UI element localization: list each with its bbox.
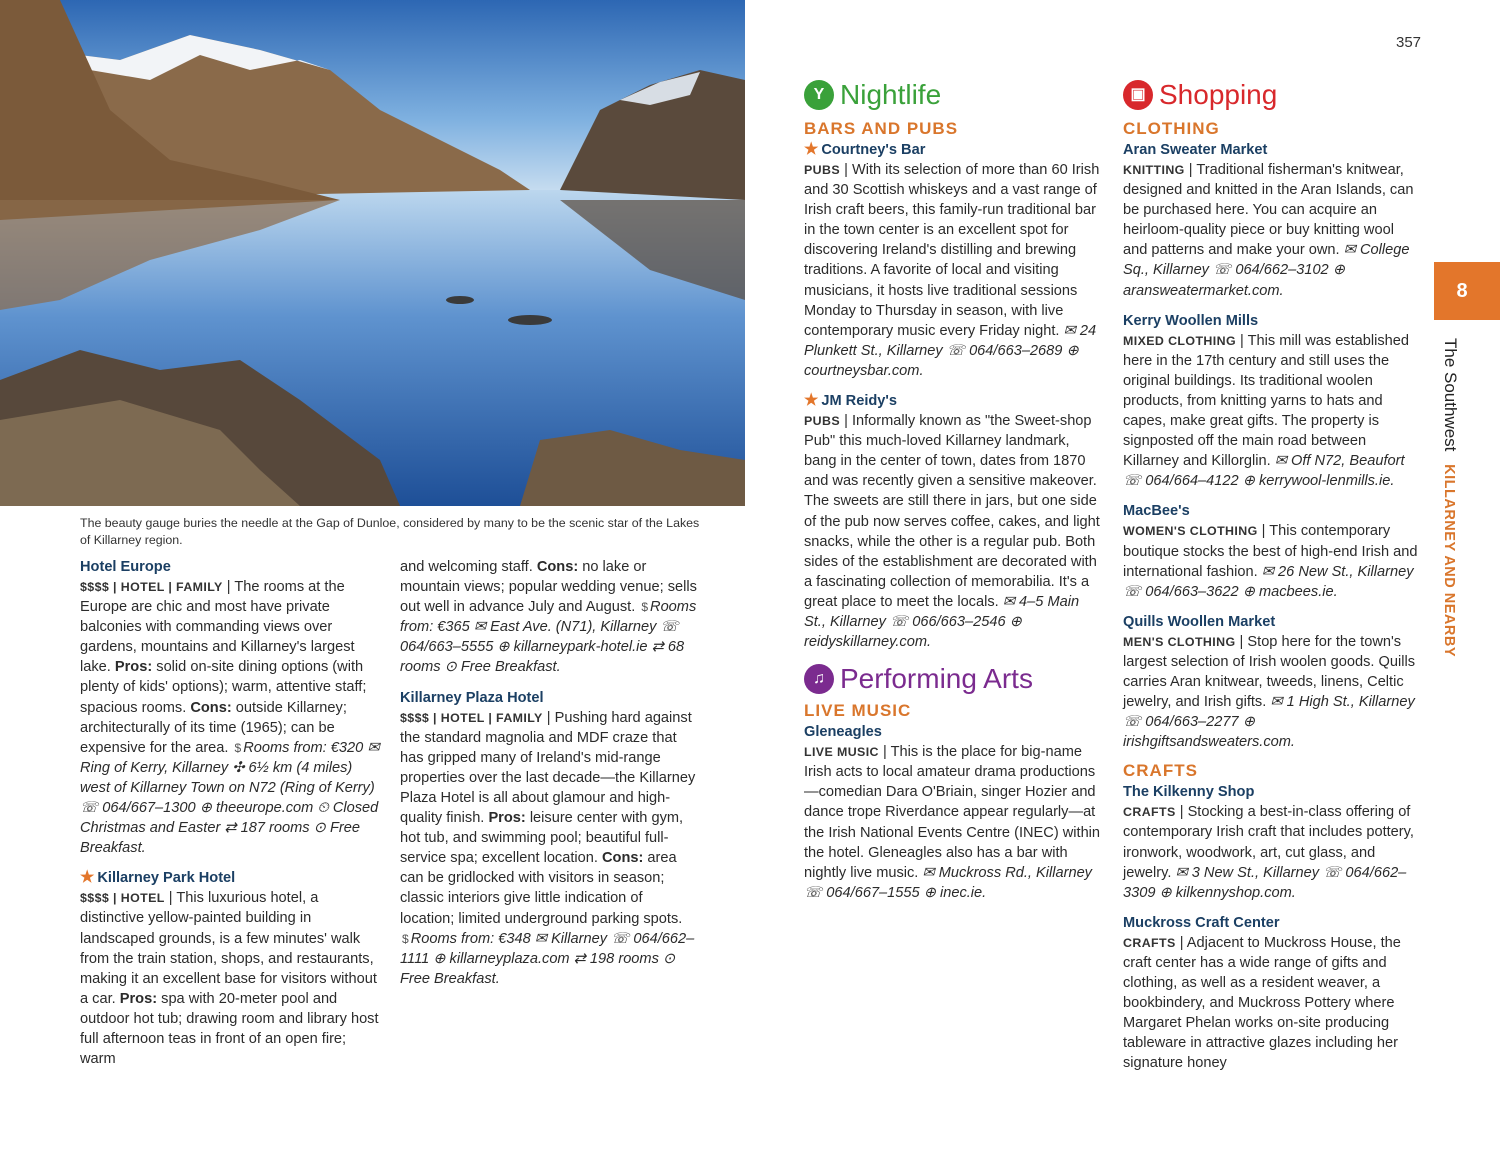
listing-title: Killarney Plaza Hotel — [400, 689, 544, 706]
listing-courtneys: ★ Courtney's Bar PUBS | With its selection of more than 60 Irish and 30 Scottish whiskeys and a vast range of Irish craft beers, this family-run traditional bar in the town center is an excellent spot for discovering Ireland's distilling and brewing traditions. A favorite of local and visiting musicians, it hosts live traditional sessions Monday to Thursday in season, with live contemporary music every Friday night. ✉ 24 Plunkett St., Killarney ☏ 064/663–2689 ⊕ courtneysbar.com. — [804, 141, 1100, 379]
price-icon: $ — [402, 931, 409, 946]
landscape-photo — [0, 0, 745, 506]
listing-tags: $$$$ | HOTEL — [80, 891, 165, 906]
cons-text: outside Killarney; architecturally of its time (1965); can be expensive for the area. — [80, 699, 347, 756]
listing-tags: KNITTING — [1123, 163, 1185, 177]
column-1 — [80, 557, 380, 1069]
region-label: The Southwest — [1441, 338, 1460, 452]
listing-description: Stocking a best-in-class offering of contemporary Irish craft that includes pottery, ironwork, woodwork, art, cut glass, and jewelry. — [1123, 804, 1414, 881]
chapter-tab — [1434, 262, 1500, 320]
listing-title: Aran Sweater Market — [1123, 142, 1268, 158]
listing-description: This contemporary boutique stocks the best of high-end Irish and international fashion. — [1123, 523, 1418, 580]
listing-aran: Aran Sweater Market KNITTING | Traditional fisherman's knitwear, designed and knitted in the Aran Islands, can be purchased here. You can acquire an heirloom-quality piece or buy knitting wool and patterns and make your own. ✉ College Sq., Killarney ☏ 064/662–3102 ⊕ aransweatermarket.com. — [1123, 140, 1421, 301]
star-icon: ★ — [80, 869, 95, 887]
listing-info: ✉ 3 New St., Killarney ☏ 064/662–3309 ⊕ kilkennyshop.com. — [1123, 864, 1407, 901]
listing-info: ✉ 26 New St., Killarney ☏ 064/663–3622 ⊕ macbees.ie. — [1123, 563, 1414, 600]
listing-info: Rooms from: €320 ✉ Ring of Kerry, Killarney ✣ 6½ km (4 miles) west of Killarney Town on N72 (Ring of Kerry) ☏ 064/667–1300 ⊕ theeurope.com ⏲ Closed Christmas and Easter ⇄ 187 rooms ⊙ Free Breakfast. — [80, 739, 380, 857]
listing-title: MacBee's — [1123, 503, 1190, 520]
listing-kerry-woollen: Kerry Woollen Mills MIXED CLOTHING | This mill was established here in the 17th century and still uses the original buildings. Its traditional woolen products, from knitting yarns to hats and capes, make great gifts. The property is signposted off the main road between Killarney and Killorglin. ✉ Off N72, Beaufort ☏ 064/664–4122 ⊕ kerrywool-lenmills.ie. — [1123, 311, 1421, 492]
listing-title: Hotel Europe — [80, 559, 171, 575]
listing-info: Rooms from: €365 ✉ East Ave. (N71), Killarney ☏ 064/663–5555 ⊕ killarneypark-hotel.ie ⇄ 68 rooms ⊙ Free Breakfast. — [400, 599, 697, 676]
cocktail-icon: Y — [804, 80, 834, 110]
heading-text: Nightlife — [840, 78, 942, 110]
listing-info: ✉ College Sq., Killarney ☏ 064/662–3102 ⊕ aransweatermarket.com. — [1123, 242, 1410, 299]
listing-title: Kerry Woollen Mills — [1123, 312, 1259, 329]
listing-macbees: MacBee's WOMEN'S CLOTHING | This contemporary boutique stocks the best of high-end Irish and international fashion. ✉ 26 New St., Killarney ☏ 064/663–3622 ⊕ macbees.ie. — [1123, 501, 1421, 601]
listing-gleneagles: Gleneagles LIVE MUSIC | This is the place for big-name Irish acts to local amateur drama productions—comedian Dara O'Briain, singer Hozier and dance trope Riverdance appear regularly—at the Irish National Events Centre (INEC) within the hotel. Gleneagles also has a bar with nightly live music. ✉ Muckross Rd., Killarney ☏ 064/667–1555 ⊕ inec.ie. — [804, 724, 1101, 901]
column-2 — [400, 557, 700, 989]
listing-jm-reidys: ★ JM Reidy's PUBS | Informally known as "the Sweet-shop Pub" this much-loved Killarney landmark, bang in the center of town, dates from 1870 and was recently given a sensitive makeover. The sweets are still there in jars, but one side of the pub now serves coffee, cakes, and light snacks, while the other is a regular pub. Both sides of the establishment are decorated with a fascinating collection of memorabilia. It's a great place to meet the locals. ✉ 4–5 Main St., Killarney ☏ 066/663–2546 ⊕ reidyskillarney.com. — [804, 392, 1100, 651]
continued-text: and welcoming staff. — [400, 559, 533, 575]
category-bars-and-pubs: BARS AND PUBS — [804, 119, 959, 138]
listing-tags: LIVE MUSIC — [804, 745, 879, 760]
listing-description: This mill was established here in the 17th century and still uses the original buildings. Its traditional woolen products, from knitting yarns to hats and capes, make great gifts. The property is signposted off the main road between Killarney and Killorglin. — [1123, 332, 1410, 470]
listing-description: The rooms at the Europe are chic and most have private balconies with commanding views over gardens, mountains and Killarney's largest lake. — [80, 579, 355, 676]
listing-tags: $$$$ | HOTEL | FAMILY — [400, 710, 543, 725]
page-number: 357 — [1396, 34, 1422, 51]
price-icon: $ — [234, 740, 242, 755]
pros-text: solid on-site dining options (with plenty of kids' options); warm, attentive staff; spacious rooms. — [80, 659, 367, 716]
cons-text: area can be gridlocked with visitors in season; classic interiors give little indication of location; limited underground parking spots. — [400, 850, 683, 927]
cons-label: Cons: — [190, 699, 232, 716]
listing-info: Rooms from: €348 ✉ Killarney ☏ 064/662–1111 ⊕ killarneyplaza.com ⇄ 198 rooms ⊙ Free Breakfast. — [400, 930, 695, 987]
chapter-number: 8 — [1456, 279, 1468, 302]
pros-label: Pros: — [488, 810, 526, 827]
listing-hotel-europe: Hotel Europe $$$$ | HOTEL | FAMILY | The rooms at the Europe are chic and most have private balconies with commanding views over gardens, mountains and Killarney's largest lake. Pros: solid on-site dining options (with plenty of kids' options); warm, attentive staff; spacious rooms. Cons: outside Killarney; architecturally of its time (1965); can be expensive for the area. $ Rooms from: €320 ✉ Ring of Kerry, Killarney ✣ 6½ km (4 miles) west of Killarney Town on N72 (Ring of Kerry) ☏ 064/667–1300 ⊕ theeurope.com ⏲ Closed Christmas and Easter ⇄ 187 rooms ⊙ Free Breakfast. — [80, 559, 380, 857]
listing-quills: Quills Woollen Market MEN'S CLOTHING | Stop here for the town's largest selection of Irish woolen goods. Quills carries Aran knitwear, tweeds, linens, Celtic jewelry, and Irish gifts. ✉ 1 High St., Killarney ☏ 064/663–2277 ⊕ irishgiftsandsweaters.com. — [1123, 612, 1421, 753]
star-icon: ★ — [804, 141, 819, 158]
section-label: KILLARNEY AND NEARBY — [1441, 464, 1457, 658]
performing-arts-heading — [804, 664, 1102, 694]
listing-info: ✉ Off N72, Beaufort ☏ 064/664–4122 ⊕ kerrywool-lenmills.ie. — [1123, 453, 1405, 490]
listing-description: Informally known as "the Sweet-shop Pub" this much-loved Killarney landmark, bang in the center of town, dates from 1870 and was recently given a sensitive makeover. The sweets are still there in jars, but one side of the pub now serves coffee, cakes, and light snacks, while the other is a regular pub. Both sides of the establishment are decorated with a fascinating collection of memorabilia. It's a great place to meet the locals. — [804, 413, 1100, 610]
listing-description: Traditional fisherman's knitwear, designed and knitted in the Aran Islands, can be purchased here. You can acquire an heirloom-quality piece or buy knitting wool and patterns and make your own. — [1123, 162, 1414, 259]
listing-description: This is the place for big-name Irish acts to local amateur drama productions—comedian Dara O'Briain, singer Hozier and dance trope Riverdance appear regularly—at the Irish National Events Centre (INEC) within the hotel. Gleneagles also has a bar with nightly live music. — [804, 744, 1101, 881]
ticket-icon: ♫ — [804, 664, 834, 694]
pros-label: Pros: — [114, 659, 153, 676]
column-3 — [804, 80, 1102, 903]
shopping-heading — [1123, 80, 1421, 110]
listing-description: Stop here for the town's largest selection of Irish woolen goods. Quills carries Aran knitwear, tweeds, linens, Celtic jewelry, and Irish gifts. — [1123, 633, 1416, 711]
listing-description: Pushing hard against the standard magnolia and MDF craze that has gripped many of Ireland's mid-range properties over the last decade—the Killarney Plaza Hotel is all about glamour and high-quality finish. — [400, 709, 696, 827]
lake-mountain-illustration — [0, 0, 745, 506]
heading-text: Performing Arts — [840, 663, 1033, 695]
listing-kilkenny: The Kilkenny Shop CRAFTS | Stocking a best-in-class offering of contemporary Irish craft that includes pottery, ironwork, woodwork, art, cut glass, and jewelry. ✉ 3 New St., Killarney ☏ 064/662–3309 ⊕ kilkennyshop.com. — [1123, 782, 1421, 902]
heading-text: Shopping — [1159, 78, 1278, 110]
listing-tags: MIXED CLOTHING — [1123, 333, 1236, 348]
listing-info: ✉ Muckross Rd., Killarney ☏ 064/667–1555 ⊕ inec.ie. — [804, 864, 1092, 901]
listing-info: ✉ 4–5 Main St., Killarney ☏ 066/663–2546 ⊕ reidyskillarney.com. — [804, 593, 1080, 651]
category-live-music: LIVE MUSIC — [804, 701, 912, 721]
nightlife-heading — [804, 80, 1102, 110]
listing-tags: PUBS — [804, 163, 841, 177]
listing-killarney-plaza: Killarney Plaza Hotel $$$$ | HOTEL | FAMILY | Pushing hard against the standard magnolia and MDF craze that has gripped many of Ireland's mid-range properties over the last decade—the Killarney Plaza Hotel is all about glamour and high-quality finish. Pros: leisure center with gym, hot tub, and swimming pool; beautiful full-service spa; excellent location. Cons: area can be gridlocked with visitors in season; classic interiors give little indication of location; limited underground parking spots. $ Rooms from: €348 ✉ Killarney ☏ 064/662–1111 ⊕ killarneyplaza.com ⇄ 198 rooms ⊙ Free Breakfast. — [400, 688, 700, 989]
listing-title: JM Reidy's — [821, 393, 897, 410]
listing-tags: MEN'S CLOTHING — [1123, 634, 1236, 649]
photo-caption: The beauty gauge buries the needle at the Gap of Dunloe, considered by many to be the scenic star of the Lakes of Killarney region. — [80, 516, 700, 547]
cons-text: no lake or mountain views; popular wedding venue; sells out well in advance July and August. — [400, 559, 697, 616]
pros-text: leisure center with gym, hot tub, and swimming pool; beautiful full-service spa; excellent location. — [400, 810, 684, 867]
price-icon: $ — [641, 600, 649, 615]
cons-label: Cons: — [602, 850, 644, 867]
pros-label: Pros: — [119, 990, 158, 1007]
shopping-bag-icon: ▣ — [1123, 80, 1153, 110]
cons-label: Cons: — [536, 559, 579, 575]
listing-description: This luxurious hotel, a distinctive yellow-painted building in landscaped grounds, is a few minutes' walk from the train station, shops, and restaurants, making it an excellent base for visitors without a car. — [80, 890, 377, 1007]
listing-tags: $$$$ | HOTEL | FAMILY — [80, 580, 223, 594]
star-icon: ★ — [804, 392, 819, 410]
listing-info: ✉ 1 High St., Killarney ☏ 064/663–2277 ⊕ irishgiftsandsweaters.com. — [1123, 694, 1415, 751]
listing-killarney-park: ★ Killarney Park Hotel $$$$ | HOTEL | This luxurious hotel, a distinctive yellow-painted building in landscaped grounds, is a few minutes' walk from the train station, shops, and restaurants, making it an excellent base for visitors without a car. Pros: spa with 20-meter pool and outdoor hot tub; drawing room and library host full afternoon teas in front of an open fire; warm — [80, 869, 379, 1068]
listing-description: With its selection of more than 60 Irish and 30 Scottish whiskeys and a vast range of Irish craft beers, this family-run traditional bar in the town center is an excellent spot for discovering Ireland's distilling and brewing traditions. A favorite of local and visiting musicians, it hosts live traditional sessions Monday to Thursday in season, with live contemporary music every Friday night. — [804, 162, 1100, 339]
category-clothing: CLOTHING — [1123, 119, 1220, 138]
pros-text: spa with 20-meter pool and outdoor hot tub; drawing room and library host full afternoon teas in front of an open fire; warm — [80, 990, 379, 1068]
category-crafts: CRAFTS — [1123, 761, 1198, 781]
listing-tags: WOMEN'S CLOTHING — [1123, 524, 1258, 539]
listing-tags: PUBS — [804, 414, 841, 429]
listing-title: Muckross Craft Center — [1123, 914, 1280, 931]
listing-tags: CRAFTS — [1123, 805, 1176, 820]
listing-muckross: Muckross Craft Center CRAFTS | Adjacent to Muckross House, the craft center has a wide range of gifts and clothing, as well as a resident weaver, a bookbindery, and Muckross Pottery where Margaret Phelan works on-site producing tableware in attractive glazes including her signature honey — [1123, 913, 1421, 1074]
listing-tags: CRAFTS — [1123, 935, 1176, 950]
running-head — [1436, 338, 1464, 658]
listing-title: Gleneagles — [804, 724, 882, 741]
listing-description: Adjacent to Muckross House, the craft center has a wide range of gifts and clothing, as well as a resident weaver, a bookbindery, and Muckross Pottery where Margaret Phelan works on-site producing tableware in attractive glazes including her signature honey — [1123, 934, 1401, 1072]
listing-title: Killarney Park Hotel — [97, 870, 236, 887]
listing-title: Quills Woollen Market — [1123, 613, 1276, 630]
listing-info: ✉ 24 Plunkett St., Killarney ☏ 064/663–2689 ⊕ courtneysbar.com. — [804, 322, 1097, 379]
listing-title: The Kilkenny Shop — [1123, 784, 1255, 801]
listing-title: Courtney's Bar — [821, 142, 926, 158]
column-4 — [1123, 80, 1421, 1073]
